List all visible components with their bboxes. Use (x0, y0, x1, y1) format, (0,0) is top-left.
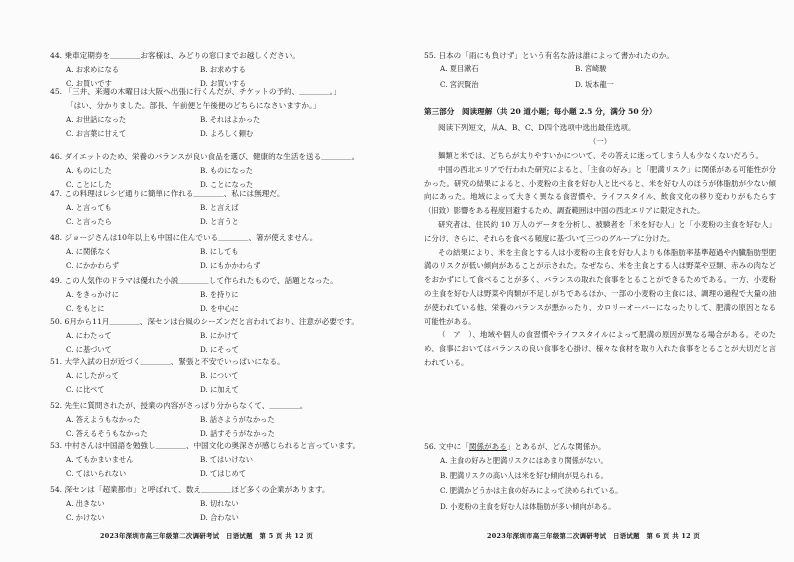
option-b: B. お求めする (200, 65, 246, 74)
section-instructions: 阅读下列短文，从A、B、C、D四个选项中选出最佳选项。 (438, 123, 636, 132)
section-title: 第三部分 阅读理解（共 20 道小题；每小题 2.5 分，满分 50 分） (424, 107, 657, 116)
option-a: A. と言っても (66, 203, 112, 212)
paragraph-5: （ ア ）、地域や個人の食習慣やライフスタイルによって肥満の原因が異なる場合がある。そのため、食事においてはバランスの良い食事を心掛け、様々な食材を取り入れた食事をとることが大切だと言われている。 (424, 330, 776, 367)
q56-option-a: A. 主食の好みと肥満リスクにはあまり関係がない。 (440, 456, 608, 465)
left-footer: 2023年深圳市高三年级第二次调研考试 日语试题 第 5 页 共 12 页 (100, 532, 314, 540)
question-48: 48. ジョージさんは10年以上も中国に住んでいる＿＿＿＿、箸が使えません。 (50, 233, 318, 242)
option-a: A. お求めになる (66, 65, 119, 74)
option-d: D. てはじめて (200, 469, 247, 478)
option-b: B. ものになった (200, 166, 253, 175)
paragraph-1: 麺類と米では、どちらが太りやすいかについて、その答えに迷ってしまう人も少なくないだろう。 (438, 151, 763, 160)
option-b: B. てはいけない (200, 455, 253, 464)
q56-option-b: B. 肥満リスクの高い人は米を好む傾向が見られる。 (440, 471, 608, 480)
q55-option-a: A. 夏目漱石 (440, 64, 479, 73)
option-b: B. 切れない (200, 499, 239, 508)
question-46: 46. ダイエットのため、栄養のバランスが良い食品を選び、健康的な生活を送る＿＿＿＿。 (50, 152, 360, 161)
passage-number: （一） (588, 137, 612, 146)
option-b: B. にかけて (200, 331, 239, 340)
paragraph-3: 研究者は、住民約 10 万人のデータを分析し、被験者を「米を好む人」と「小麦粉の主食を好む人」に分け、さらに、それらを食べる頻度に基づいて三つのグループに分けた。 (424, 219, 776, 243)
option-d: D. お買いする (200, 79, 247, 88)
option-b: B. それはよかった (200, 115, 261, 124)
right-footer: 2023年深圳市高三年级第二次调研考试 日语试题 第 6 页 共 12 页 (487, 532, 701, 540)
q56-option-d: D. 小麦粉の主食を好む人は体脂肪が多い傾向がある。 (440, 502, 616, 511)
option-b: B. と言えば (200, 203, 239, 212)
option-b: B. について (200, 371, 239, 380)
option-d: D. 話すそうがなかった (200, 429, 275, 438)
option-c: C. と言ったら (66, 217, 112, 226)
paragraph-4: その結果により、米を主食とする人は小麦粉の主食を好む人よりも体脂肪率基準超過や内臓脂肪型肥満のリスクが低い傾向があることが示された。なぜなら、米を主食とする人は野菜や豆類、赤みの肉などをおかずにして食べることが多く、バランスの取れた食事をとることができるためである。一方、小麦粉の主食を好む人は野菜や肉類が不足しがちであるほか、一部の小麦粉の主食には、調理の過程で大量の油が使われている他、栄養のバランスが悪かったり、カロリーオーバーになったりして、肥満の原因となる可能性がある。 (424, 247, 776, 326)
question-45: 45. 「三井、来週の木曜日は大阪へ出張に行くんだが、チケットの予約、＿＿＿＿。」 (50, 87, 341, 96)
q56-option-c: C. 肥満かどうかは主食の好みによって決められている。 (440, 486, 623, 495)
question-44: 44. 乗車定期券を＿＿＿＿お客様は、みどりの窓口までお越しください。 (50, 51, 300, 60)
option-c: C. かけない (66, 513, 105, 522)
question-53: 53. 中村さんは中国語を勉強し＿＿＿＿、中国文化の奥深さが感じられると言っています。 (50, 441, 361, 450)
question-52: 52. 先生に質問されたが、授業の内容がさっぱり分からなくて、＿＿＿＿。 (50, 401, 308, 410)
question-55: 55. 日本の「雨にも負けず」という有名な詩は誰によって書かれたのか。 (424, 51, 674, 60)
option-a: A. ものにした (66, 166, 112, 175)
option-c: C. ことにした (66, 180, 112, 189)
option-b: B. 話さようがなかった (200, 415, 275, 424)
option-a: A. てもかまいません (66, 455, 134, 464)
option-c: C. お買いです (66, 79, 112, 88)
question-49: 49. この人気作のドラマは優れた小説＿＿＿＿して作られたもので、話題となった。 (50, 276, 338, 285)
option-c: C. に基づいて (66, 345, 112, 354)
passage (424, 149, 776, 370)
question-56: 56. 文中に「関係がある」とあるが、どんな関係か。 (424, 442, 606, 451)
option-a: A. に関係なく (66, 247, 112, 256)
option-a: A. お世話になった (66, 115, 127, 124)
option-d: D. にそって (200, 345, 239, 354)
question-50: 50. 6月から11月＿＿＿＿、深センは台風のシーズンだと言われており、注意が必要です。 (50, 317, 359, 326)
option-d: D. に加えて (200, 385, 239, 394)
option-a: A. にしたがって (66, 371, 119, 380)
option-c: C. お言葉に甘えて (66, 129, 127, 138)
q55-option-b: B. 宮崎駿 (575, 64, 607, 73)
question-54: 54. 深センは「超業都市」と呼ばれて、数え＿＿＿＿ほど多くの企業があります。 (50, 485, 330, 494)
question-stem-line2: 「はい、分かりました。部長、午前便と午後便のどちらになさいますか。」 (66, 101, 321, 110)
option-a: A. 答えようもなかった (66, 415, 141, 424)
option-b: B. にしても (200, 247, 239, 256)
option-d: D. にもかかわらず (200, 261, 261, 270)
option-c: C. 答えるそうもなかった (66, 429, 148, 438)
q55-option-c: C. 宮沢賢治 (440, 80, 479, 89)
question-51: 51. 大学入試の日が近づく＿＿＿＿、緊張と不安でいっぱいになる。 (50, 357, 285, 366)
option-d: D. を中心に (200, 304, 239, 313)
option-c: C. をもとに (66, 304, 105, 313)
option-c: C. に比べて (66, 385, 105, 394)
option-a: A. にわたって (66, 331, 112, 340)
paragraph-2: 中国の西北エリアで行われた研究によると、「主食の好み」と「肥満リスク」に関係がある可能性が分かった。研究の結果によると、小麦粉の主食を好む人と比べると、米を好む人のほうが体脂肪が少ない傾向にあった。地域によって大きく異なる食習慣や、ライフスタイル、飲食文化の移り変わりがもたらす（旧致）影響をある程度回避するため、調査範囲は中国の西北エリアに限定された。 (424, 164, 776, 216)
option-d: D. と言うと (200, 217, 239, 226)
option-a: A. をきっかけに (66, 290, 119, 299)
question-47: 47. この料理はレシピ通りに簡単に作れる＿＿＿＿、私には無理だ。 (50, 189, 285, 198)
q55-option-d: D. 坂本龍一 (575, 80, 614, 89)
option-d: D. よろしく頼む (200, 129, 254, 138)
option-d: D. ことになった (200, 180, 254, 189)
option-d: D. 合わない (200, 513, 239, 522)
option-a: A. 出きない (66, 499, 105, 508)
option-c: C. にかかわらず (66, 261, 119, 270)
option-c: C. てはいられない (66, 469, 127, 478)
option-b: B. を持りに (200, 290, 239, 299)
